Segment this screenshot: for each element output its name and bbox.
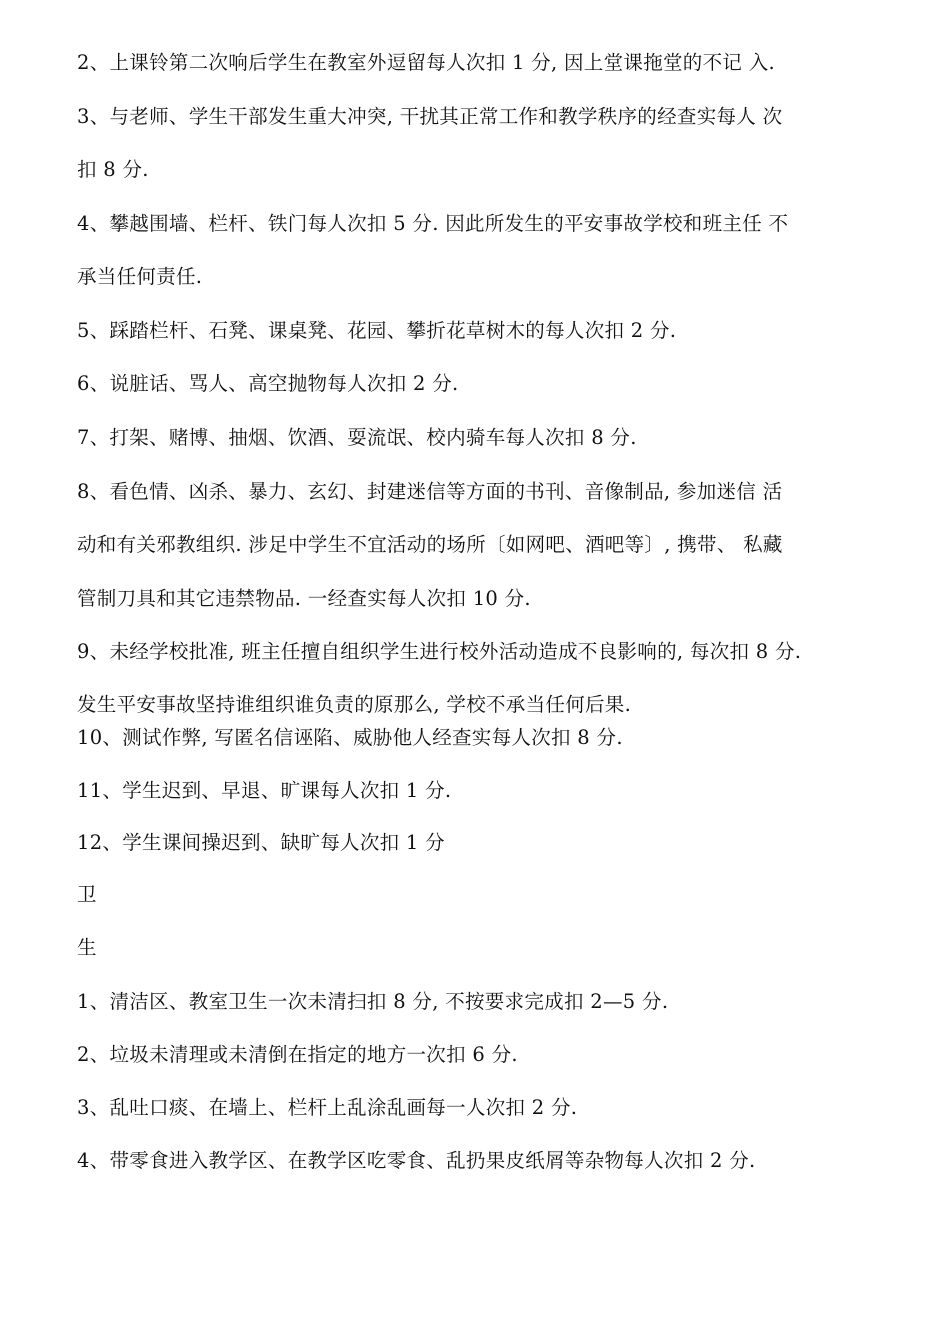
rule-line-6-swearing: 6、说脏话、骂人、高空抛物每人次扣 2 分. — [77, 372, 459, 395]
rule-line-10-cheating: 10、测试作弊, 写匿名信诬陷、威胁他人经查实每人次扣 8 分. — [77, 726, 623, 749]
hygiene-line-3-spitting: 3、乱吐口痰、在墙上、栏杆上乱涂乱画每一人次扣 2 分. — [77, 1096, 578, 1119]
rule-line-8-continued-2: 管制刀具和其它违禁物品. 一经查实每人次扣 10 分. — [77, 587, 531, 610]
rule-line-3-continued: 扣 8 分. — [77, 158, 149, 181]
rule-line-8-media: 8、看色情、凶杀、暴力、玄幻、封建迷信等方面的书刊、音像制品, 参加迷信 活 — [77, 480, 783, 503]
rule-line-11-late: 11、学生迟到、早退、旷课每人次扣 1 分. — [77, 779, 452, 802]
hygiene-line-1-cleaning: 1、清洁区、教室卫生一次未清扫扣 8 分, 不按要求完成扣 2—5 分. — [77, 990, 669, 1013]
hygiene-line-2-garbage: 2、垃圾未清理或未清倒在指定的地方一次扣 6 分. — [77, 1043, 518, 1066]
rule-line-5-trampling: 5、踩踏栏杆、石凳、课桌凳、花园、攀折花草树木的每人次扣 2 分. — [77, 319, 677, 342]
rule-line-2-late-bell: 2、上课铃第二次响后学生在教室外逗留每人次扣 1 分, 因上堂课拖堂的不记 入. — [77, 51, 776, 74]
rule-line-3-conflict: 3、与老师、学生干部发生重大冲突, 干扰其正常工作和教学秩序的经查实每人 次 — [77, 105, 783, 128]
rule-line-9-unapproved: 9、未经学校批准, 班主任擅自组织学生进行校外活动造成不良影响的, 每次扣 8 分. — [77, 640, 802, 663]
rule-line-9-continued: 发生平安事故坚持谁组织谁负责的原那么, 学校不承当任何后果. — [77, 693, 632, 716]
rule-line-4-climbing: 4、攀越围墙、栏杆、铁门每人次扣 5 分. 因此所发生的平安事故学校和班主任 不 — [77, 212, 789, 235]
hygiene-line-4-snacks: 4、带零食进入教学区、在教学区吃零食、乱扔果皮纸屑等杂物每人次扣 2 分. — [77, 1149, 756, 1172]
section-heading-hygiene-1: 卫 — [77, 883, 97, 906]
rule-line-12-exercise: 12、学生课间操迟到、缺旷每人次扣 1 分 — [77, 831, 445, 854]
rule-line-7-fighting: 7、打架、赌博、抽烟、饮酒、耍流氓、校内骑车每人次扣 8 分. — [77, 426, 637, 449]
rule-line-4-continued: 承当任何责任. — [77, 265, 203, 288]
rule-line-8-continued: 动和有关邪教组织. 涉足中学生不宜活动的场所〔如网吧、酒吧等〕, 携带、 私藏 — [77, 533, 783, 556]
section-heading-hygiene-2: 生 — [77, 936, 97, 959]
